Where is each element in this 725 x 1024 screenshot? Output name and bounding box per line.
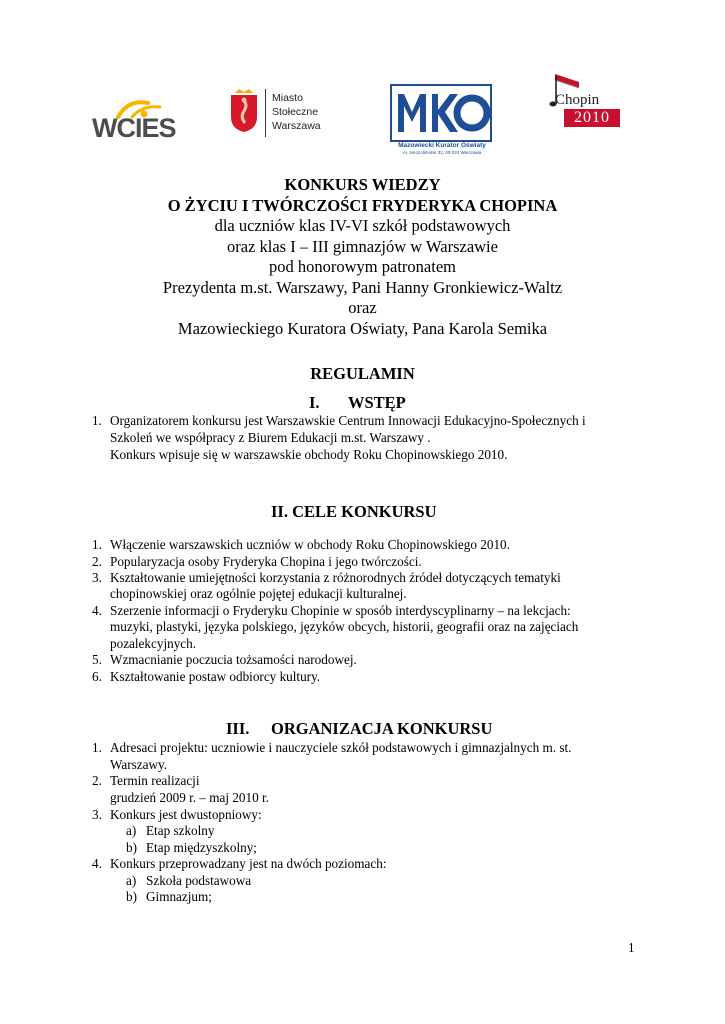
section-3-item-3-number: 3.: [92, 807, 102, 822]
section-2-item-5-number: 5.: [92, 652, 102, 667]
section-2-item-6-line-1: Kształtowanie postaw odbiorcy kultury.: [110, 669, 321, 684]
warszawa-coat-of-arms-icon: [229, 87, 259, 133]
regulamin-heading: REGULAMIN: [310, 364, 415, 383]
section-3-item-3-sub-b-text: Etap międzyszkolny;: [146, 840, 257, 855]
section-3-title: ORGANIZACJA KONKURSU: [271, 719, 493, 738]
section-3-item-4-sub-b-label: b): [126, 889, 137, 904]
section-2-item-4-line-3: pozalekcyjnych.: [110, 636, 197, 651]
mko-caption: Mazowiecki Kurator Oświaty: [398, 142, 486, 149]
section-3-item-3-sub-b-label: b): [126, 840, 137, 855]
chopin-year: 2010: [564, 109, 620, 127]
section-3-item-2-line-2: grudzień 2009 r. – maj 2010 r.: [110, 790, 269, 805]
section-2-item-4-number: 4.: [92, 603, 102, 618]
section-3-item-1-line-1: Adresaci projektu: uczniowie i nauczyciele szkół podstawowych i gimnazjalnych m. st.: [110, 740, 572, 755]
section-2-item-3-line-1: Kształtowanie umiejętności korzystania z różnorodnych źródeł dotyczących tematyki: [110, 570, 561, 585]
section-3-item-4-number: 4.: [92, 856, 102, 871]
chopin-2010-logo: [533, 58, 633, 138]
section-3-item-3-sub-a-label: a): [126, 823, 137, 838]
mko-address: Al. Jerozolimskie 32, 00-024 Warszawa: [402, 150, 482, 155]
subtitle-line-5: pod honorowym patronatem: [269, 257, 456, 276]
subtitle-line-7: oraz: [348, 298, 377, 317]
section-2-item-1-line-1: Włączenie warszawskich uczniów w obchody Roku Chopinowskiego 2010.: [110, 537, 510, 552]
section-2-item-2-line-1: Popularyzacja osoby Fryderyka Chopina i jego twórczości.: [110, 554, 422, 569]
section-2-item-1-number: 1.: [92, 537, 102, 552]
section-3-item-4-sub-a-text: Szkoła podstawowa: [146, 873, 252, 888]
subtitle-line-4: oraz klas I – III gimnazjów w Warszawie: [227, 237, 498, 256]
page-number: 1: [628, 940, 635, 955]
section-1-number: I.: [309, 393, 320, 412]
warszawa-logo: [225, 85, 345, 145]
mko-emblem-icon: [390, 84, 492, 142]
section-3-number: III.: [226, 719, 250, 738]
subtitle-line-6: Prezydenta m.st. Warszawy, Pani Hanny Gronkiewicz-Waltz: [162, 278, 563, 297]
section-1-item-1-line-1: Organizatorem konkursu jest Warszawskie Centrum Innowacji Edukacyjno-Społecznych i: [110, 413, 586, 428]
section-1-title: WSTĘP: [348, 393, 406, 412]
subtitle-line-8: Mazowieckiego Kuratora Oświaty, Pana Karola Semika: [177, 319, 548, 338]
wcies-logo: [92, 95, 184, 147]
wcies-wordmark: WCIES: [92, 113, 176, 143]
section-1-item-1-number: 1.: [92, 413, 102, 428]
section-3-item-3-text: Konkurs jest dwustopniowy:: [110, 807, 262, 822]
section-2-title: II. CELE KONKURSU: [271, 502, 437, 521]
title-line-2: O ŻYCIU I TWÓRCZOŚCI FRYDERYKA CHOPINA: [167, 196, 558, 215]
chopin-name: Chopin: [555, 92, 600, 108]
section-2-item-2-number: 2.: [92, 554, 102, 569]
warszawa-divider: [265, 89, 266, 137]
section-3-item-2-number: 2.: [92, 773, 102, 788]
section-1-item-1-line-3: Konkurs wpisuje się w warszawskie obchody Roku Chopinowskiego 2010.: [110, 447, 508, 462]
subtitle-line-3: dla uczniów klas IV-VI szkół podstawowych: [214, 216, 511, 235]
title-line-1: KONKURS WIEDZY: [284, 175, 441, 194]
section-3-item-4-sub-b-text: Gimnazjum;: [146, 889, 212, 904]
section-2-item-6-number: 6.: [92, 669, 102, 684]
section-2-item-4-line-1: Szerzenie informacji o Fryderyku Chopinie w sposób interdyscyplinarny – na lekcjach:: [110, 603, 571, 618]
warszawa-wordmark: Miasto Stołeczne Warszawa: [272, 92, 321, 132]
section-3-item-4-text: Konkurs przeprowadzany jest na dwóch poziomach:: [110, 856, 387, 871]
section-3-item-3-sub-a-text: Etap szkolny: [146, 823, 215, 838]
section-2-item-5-line-1: Wzmacnianie poczucia tożsamości narodowej.: [110, 652, 357, 667]
section-3-item-1-number: 1.: [92, 740, 102, 755]
section-3-item-1-line-2: Warszawy.: [110, 757, 168, 772]
section-2-item-3-number: 3.: [92, 570, 102, 585]
section-3-item-4-sub-a-label: a): [126, 873, 137, 888]
section-3-item-2-line-1: Termin realizacji: [110, 773, 200, 788]
section-2-item-3-line-2: chopinowskiej oraz ogólnie pojętej edukacji kulturalnej.: [110, 586, 407, 601]
mko-logo: [386, 84, 496, 160]
section-1-item-1-line-2: Szkoleń we współpracy z Biurem Edukacji m.st. Warszawy .: [110, 430, 431, 445]
section-2-item-4-line-2: muzyki, plastyki, języka polskiego, języków obcych, historii, geografii oraz na zajęciach: [110, 619, 579, 634]
